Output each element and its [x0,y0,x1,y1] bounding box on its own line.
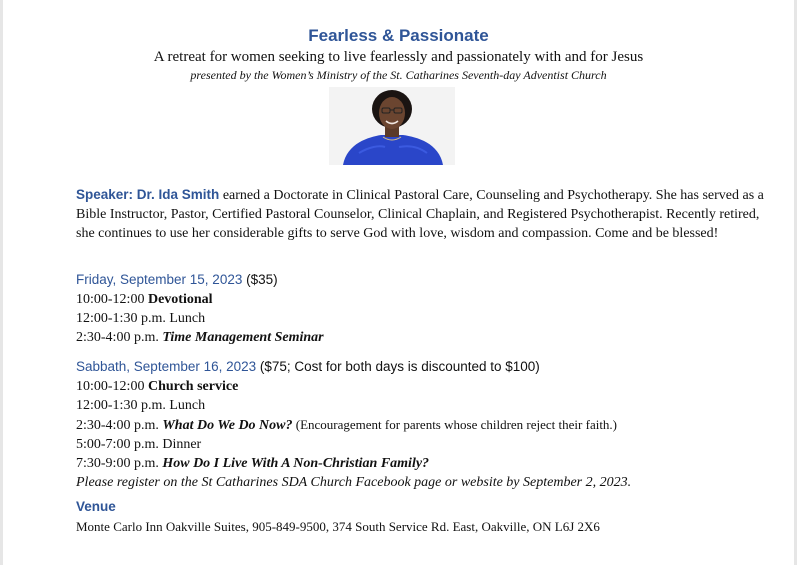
schedule-time: 2:30-4:00 p.m. [76,330,163,345]
page-edge-left [0,0,3,565]
schedule-title: What Do We Do Now? [162,418,293,433]
friday-date: Friday, September 15, 2023 [76,272,243,287]
schedule-time: 2:30-4:00 p.m. [76,418,163,433]
speaker-bio-text: earned a Doctorate in Clinical Pastoral Care, Counseling and Psychotherapy. She has served as a Bible Instructor, Pastor, Certified Pastoral Counselor, Clinical Chaplain, and Registered Psychotherapist. Recently retired, she continues to use her considerable gifts to serve God with love, wisdom and compassion. Come and be blessed! [76,188,764,241]
schedule-title: Devotional [147,292,213,307]
schedule-time: 12:00-1:30 p.m. [76,311,170,326]
speaker-photo [329,87,455,165]
speaker-portrait-image [329,87,455,165]
schedule-title: How Do I Live With A Non-Christian Family? [162,456,430,471]
sabbath-price: ($75; Cost for both days is discounted to $100) [256,359,540,374]
schedule-item [76,328,776,347]
schedule-item [76,435,776,454]
schedule-title: Lunch [169,311,206,326]
schedule-title: Church service [147,379,239,394]
page-title: Fearless & Passionate [308,26,489,45]
schedule-title: Time Management Seminar [162,330,324,345]
venue-heading: Venue [76,499,116,514]
venue-section [76,497,776,536]
friday-schedule [76,270,776,347]
schedule-time: 12:00-1:30 p.m. [76,398,170,413]
schedule-title: Dinner [162,437,202,452]
sabbath-schedule [76,357,776,492]
presented-by-line: presented by the Women’s Ministry of the St. Catharines Seventh-day Adventist Church [190,68,607,82]
schedule-item [76,454,776,473]
schedule-item [76,396,776,415]
schedule-item [76,377,776,396]
page-subtitle: A retreat for women seeking to live fearlessly and passionately with and for Jesus [153,49,644,65]
schedule-time: 10:00-12:00 [76,379,148,394]
speaker-label: Speaker: Dr. Ida Smith [76,187,220,202]
schedule-time: 5:00-7:00 p.m. [76,437,163,452]
schedule-time: 7:30-9:00 p.m. [76,456,163,471]
registration-note: Please register on the St Catharines SDA Church Facebook page or website by September 2, 2023. [76,475,632,490]
schedule-item [76,290,776,309]
schedule-note: (Encouragement for parents whose children reject their faith.) [292,417,618,432]
friday-price: ($35) [242,272,278,287]
schedule-time: 10:00-12:00 [76,292,148,307]
schedule-item [76,309,776,328]
sabbath-date: Sabbath, September 16, 2023 [76,359,257,374]
speaker-bio [76,185,776,243]
schedule-title: Lunch [169,398,206,413]
schedule-item [76,415,776,435]
venue-address: Monte Carlo Inn Oakville Suites, 905-849-9500, 374 South Service Rd. East, Oakville, ON L6J 2X6 [76,519,600,534]
